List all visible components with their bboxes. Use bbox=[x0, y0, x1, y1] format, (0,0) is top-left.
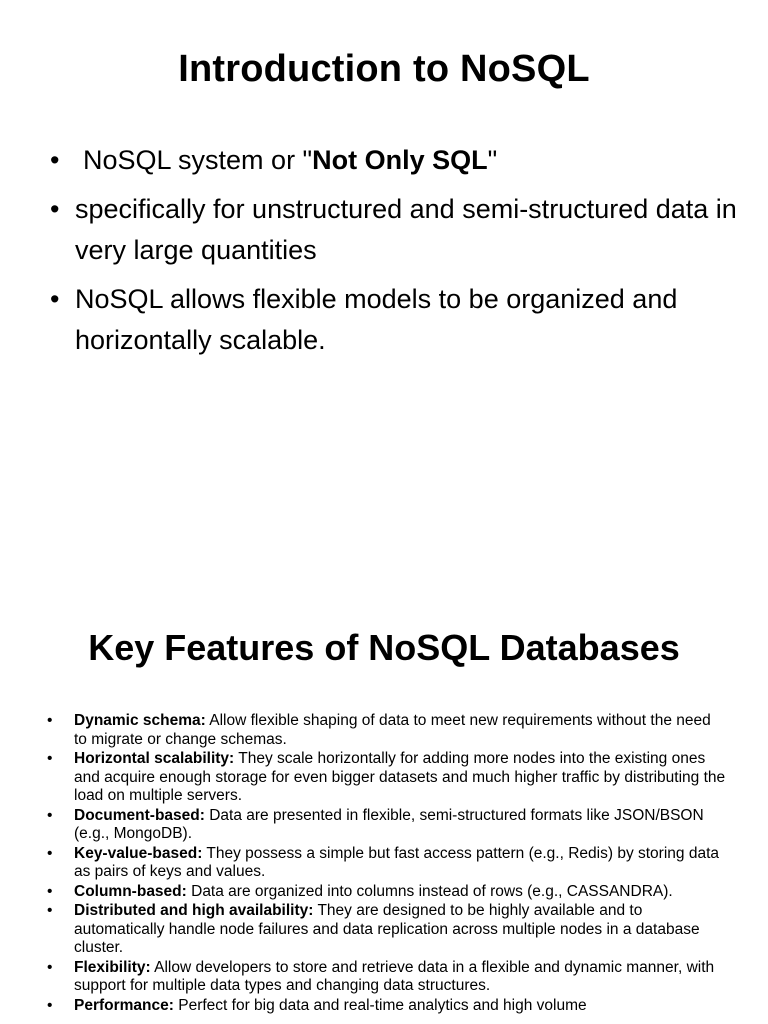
bullet-text: NoSQL allows flexible models to be organized and horizontally scalable. bbox=[75, 284, 678, 355]
feature-description: Perfect for big data and real-time analytics and high volume bbox=[173, 996, 587, 1014]
feature-list bbox=[47, 712, 727, 1016]
feature-description: They are designed to be highly available and to automatically handle node failures and data replication across multiple nodes in a database cluster. bbox=[74, 902, 700, 956]
bullet-item bbox=[50, 279, 750, 361]
bullet-dot-icon: • bbox=[50, 194, 60, 224]
feature-description: Data are presented in flexible, semi-structured formats like JSON/BSON (e.g., MongoDB). bbox=[74, 806, 704, 842]
bullet-dot-icon: • bbox=[47, 712, 53, 729]
bullet-dot-icon: • bbox=[47, 882, 53, 900]
bullet-dot-icon: • bbox=[47, 996, 53, 1014]
feature-item bbox=[47, 997, 727, 1016]
feature-term: Column-based: bbox=[74, 882, 187, 900]
slide-title: Introduction to NoSQL bbox=[178, 48, 590, 90]
feature-term: Flexibility: bbox=[74, 958, 151, 976]
feature-description: Allow flexible shaping of data to meet new requirements without the need to migrate or change schemas. bbox=[74, 712, 711, 748]
feature-description: They possess a simple but fast access pattern (e.g., Redis) by storing data as pairs of keys and values. bbox=[74, 844, 719, 880]
bullet-dot-icon: • bbox=[47, 844, 53, 862]
feature-term: Horizontal scalability: bbox=[74, 750, 235, 767]
bullet-item bbox=[50, 189, 750, 271]
feature-term: Performance: bbox=[74, 996, 174, 1014]
slide-title: Key Features of NoSQL Databases bbox=[88, 627, 680, 668]
bullet-dot-icon: • bbox=[50, 145, 60, 175]
bullet-item bbox=[50, 140, 750, 181]
feature-term: Distributed and high availability: bbox=[74, 902, 314, 919]
feature-term: Key-value-based: bbox=[74, 844, 203, 862]
feature-description: Data are organized into columns instead of rows (e.g., CASSANDRA). bbox=[186, 882, 673, 900]
slide-key-features bbox=[0, 600, 768, 1024]
bullet-text: NoSQL system or "Not Only SQL" bbox=[83, 145, 498, 175]
feature-item bbox=[47, 959, 727, 996]
feature-item bbox=[47, 845, 727, 882]
bullet-text: specifically for unstructured and semi-structured data in very large quantities bbox=[75, 194, 737, 265]
feature-description: Allow developers to store and retrieve data in a flexible and dynamic manner, with support for multiple data types and changing data structures. bbox=[74, 958, 715, 994]
feature-item bbox=[47, 883, 727, 902]
feature-term: Dynamic schema: bbox=[74, 712, 206, 729]
feature-item bbox=[47, 807, 727, 844]
bullet-dot-icon: • bbox=[50, 284, 60, 314]
feature-item bbox=[47, 750, 727, 806]
bullet-dot-icon: • bbox=[47, 806, 53, 824]
bullet-list bbox=[50, 140, 750, 369]
feature-item bbox=[47, 902, 727, 958]
bullet-dot-icon: • bbox=[47, 750, 53, 767]
feature-description: They scale horizontally for adding more nodes into the existing ones and acquire enough storage for even bigger datasets and much higher traffic by distributing the load on multiple servers. bbox=[74, 750, 726, 804]
bullet-dot-icon: • bbox=[47, 958, 53, 976]
bullet-dot-icon: • bbox=[47, 902, 53, 919]
feature-term: Document-based: bbox=[74, 806, 205, 824]
feature-item bbox=[47, 712, 727, 749]
